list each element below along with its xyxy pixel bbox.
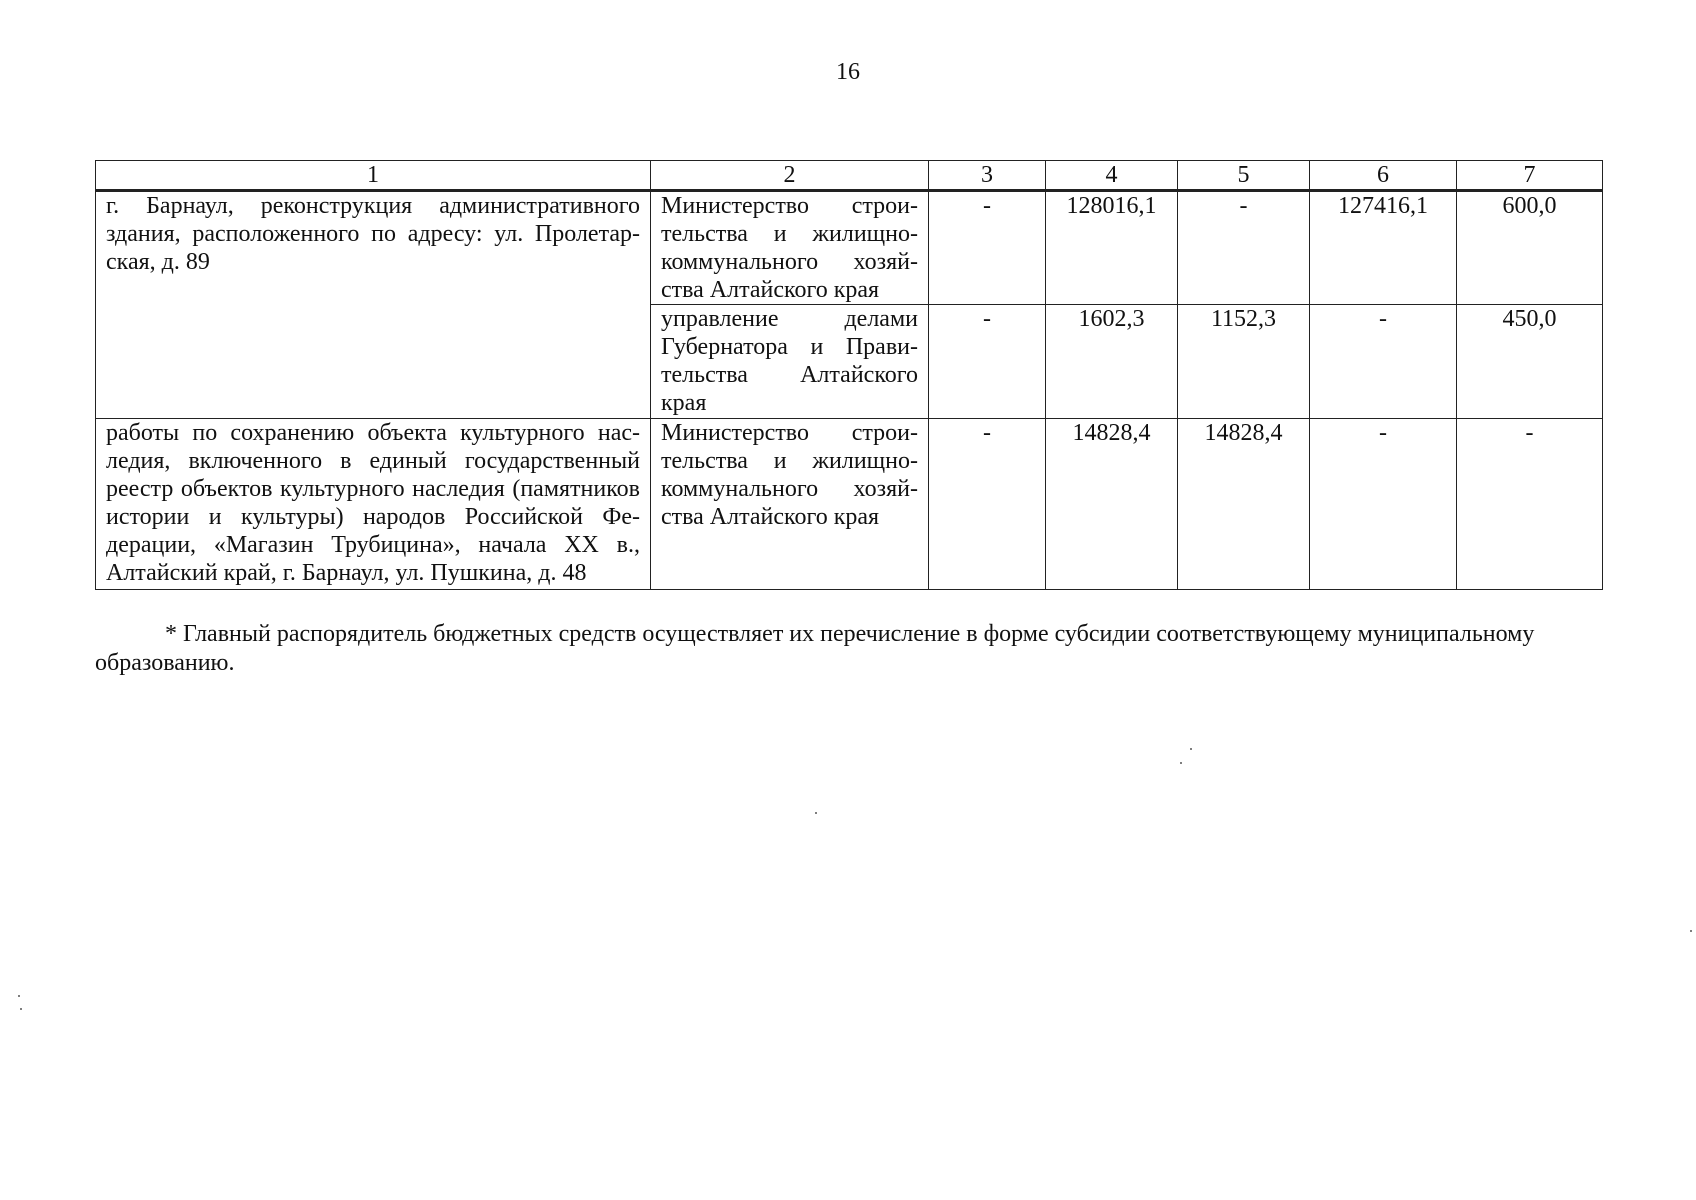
value-cell-col-6: -: [1310, 419, 1457, 590]
scan-speck: [20, 1008, 22, 1010]
value-cell-col-4: 1602,3: [1046, 305, 1178, 419]
value-cell-col-6: 127416,1: [1310, 191, 1457, 305]
table-row: [96, 419, 1603, 590]
table-row: [96, 191, 1603, 305]
value-cell-col-7: 450,0: [1457, 305, 1603, 419]
object-cell: работы по сохранению объекта культурного наследия, включенного в единый государственный реестр объектов культурного наследия (памятников истории и культуры) народов Российской Федерации, «Магазин Трубицина», начала XX в., Алтайский край, г. Барнаул, ул. Пушкина, д. 48: [96, 419, 651, 590]
value-cell-col-7: 600,0: [1457, 191, 1603, 305]
header-col-3: 3: [929, 161, 1046, 191]
table-header-row: [96, 161, 1603, 191]
scan-speck: [1180, 762, 1182, 764]
object-cell: г. Барнаул, реконструкция административного здания, расположенного по адресу: ул. Пролетарская, д. 89: [96, 191, 651, 419]
scan-speck: [1190, 748, 1192, 750]
value-cell-col-3: -: [929, 305, 1046, 419]
header-col-2: 2: [651, 161, 929, 191]
value-cell-col-4: 14828,4: [1046, 419, 1178, 590]
header-col-7: 7: [1457, 161, 1603, 191]
value-cell-col-4: 128016,1: [1046, 191, 1178, 305]
footnote: * Главный распорядитель бюджетных средств осуществляет их перечисление в форме субсидии соответствующему муниципальному образованию.: [95, 621, 1535, 676]
value-cell-col-3: -: [929, 191, 1046, 305]
header-col-6: 6: [1310, 161, 1457, 191]
header-col-4: 4: [1046, 161, 1178, 191]
scan-speck: [18, 995, 20, 997]
scan-speck: [815, 812, 817, 814]
recipient-cell: Министерство строительства и жилищно-коммунального хозяйства Алтайского края: [651, 191, 929, 305]
page-number: 16: [836, 59, 860, 85]
value-cell-col-5: -: [1178, 191, 1310, 305]
value-cell-col-5: 14828,4: [1178, 419, 1310, 590]
recipient-cell: управление делами Губернатора и Правительства Алтайского края: [651, 305, 929, 419]
value-cell-col-3: -: [929, 419, 1046, 590]
value-cell-col-5: 1152,3: [1178, 305, 1310, 419]
header-col-5: 5: [1178, 161, 1310, 191]
value-cell-col-6: -: [1310, 305, 1457, 419]
value-cell-col-7: -: [1457, 419, 1603, 590]
recipient-cell: Министерство строительства и жилищно-коммунального хозяйства Алтайского края: [651, 419, 929, 590]
budget-table: [95, 160, 1603, 590]
header-col-1: 1: [96, 161, 651, 191]
scan-speck: [1690, 930, 1692, 932]
